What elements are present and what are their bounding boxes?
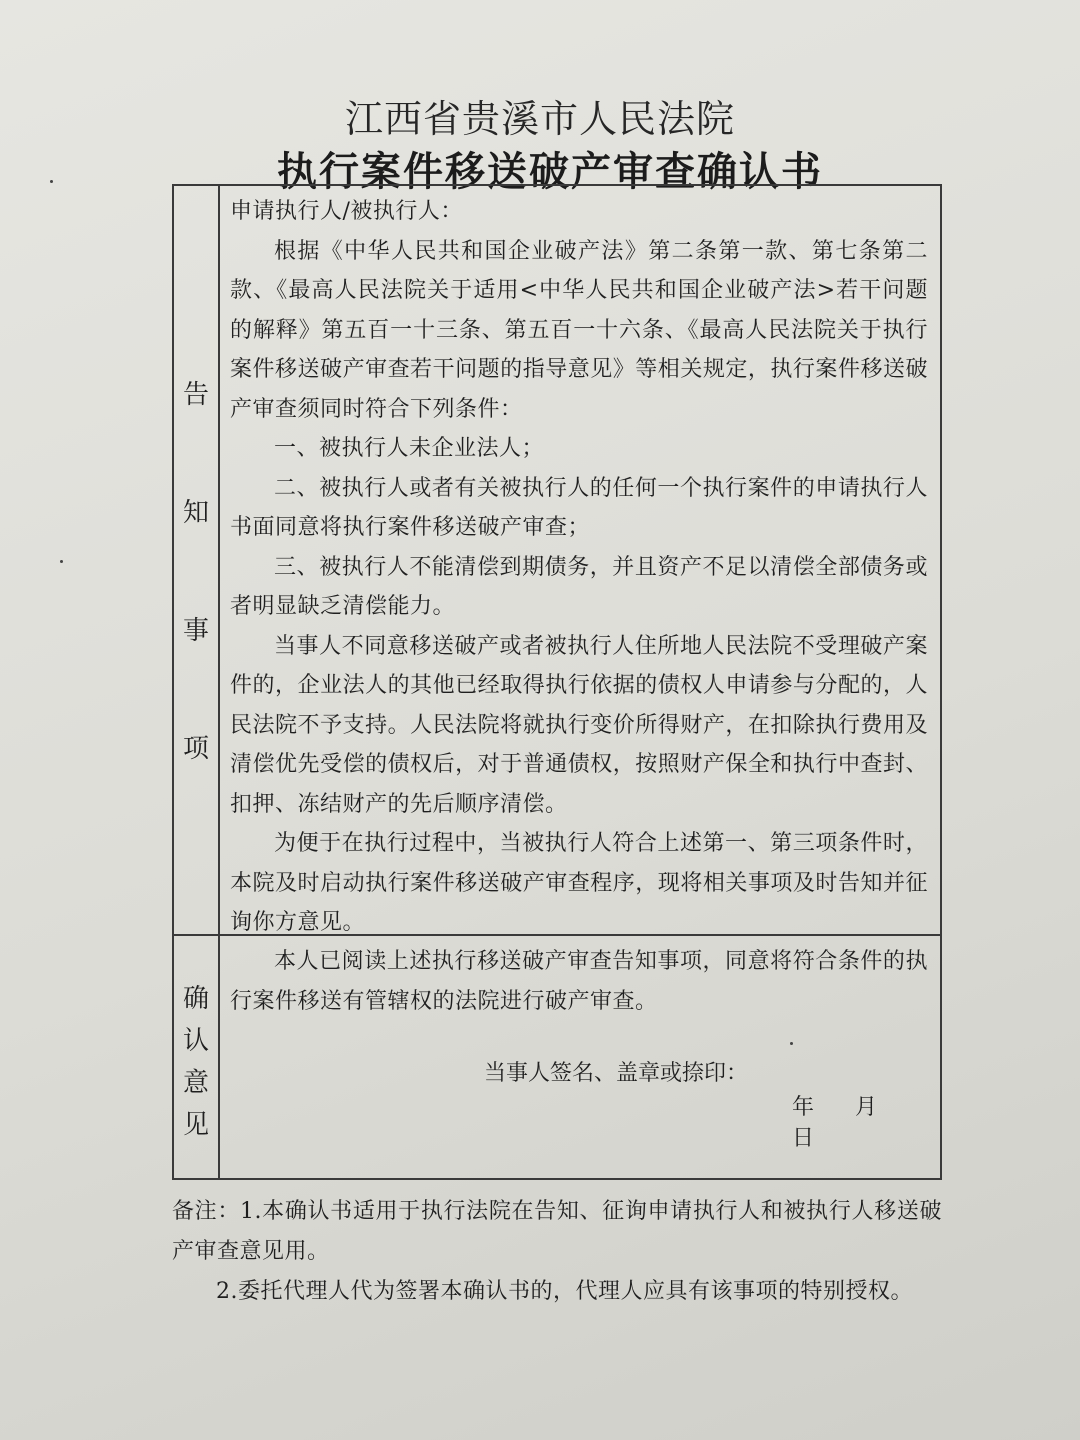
remark-2: 2.委托代理人代为签署本确认书的，代理人应具有该事项的特别授权。 — [216, 1279, 913, 1304]
court-name: 江西省贵溪市人民法院 — [344, 97, 735, 141]
confirm-label-char: 认 — [182, 1026, 209, 1056]
notice-label-char: 项 — [182, 734, 209, 764]
document-title: 执行案件移送破产审查确认书 — [277, 148, 823, 195]
addressee-line: 申请执行人/被执行人： — [230, 199, 463, 224]
confirmation-section-label — [174, 978, 218, 1146]
condition-1: 一、被执行人未企业法人； — [274, 436, 545, 461]
remark-1: 备注：1.本确认书适用于执行法院在告知、征询申请执行人和被执行人移送破产审查意见用。 — [172, 1199, 942, 1264]
confirmation-content — [230, 942, 928, 1021]
notification-purpose-paragraph: 为便于在执行过程中，当被执行人符合上述第一、第三项条件时，本院及时启动执行案件移送破产审查程序，现将相关事项及时告知并征询你方意见。 — [230, 831, 928, 935]
consent-statement: 本人已阅读上述执行移送破产审查告知事项，同意将符合条件的执行案件移送有管辖权的法院进行破产审查。 — [230, 949, 928, 1014]
condition-3: 三、被执行人不能清偿到期债务，并且资产不足以清偿全部债务或者明显缺乏清偿能力。 — [230, 554, 928, 619]
confirm-label-char: 见 — [182, 1110, 209, 1140]
paper-speck — [790, 1042, 793, 1045]
confirm-label-char: 意 — [182, 1068, 209, 1098]
signature-line: 当事人签名、盖章或捺印： — [484, 1061, 749, 1086]
paper-speck — [50, 180, 53, 183]
column-divider — [218, 186, 220, 1178]
notice-label-char: 告 — [182, 380, 209, 410]
notice-label-char: 知 — [182, 498, 209, 528]
condition-2: 二、被执行人或者有关被执行人的任何一个执行案件的申请执行人书面同意将执行案件移送破产审查； — [230, 475, 928, 540]
confirm-label-char: 确 — [182, 984, 209, 1014]
paper-speck — [60, 560, 63, 563]
date-line: 年 月 日 — [792, 1095, 885, 1151]
confirmation-form-table — [172, 184, 942, 1180]
remarks-section — [172, 1192, 942, 1312]
legal-basis-paragraph: 根据《中华人民共和国企业破产法》第二条第一款、第七条第二款、《最高人民法院关于适用<中华人民共和国企业破产法>若干问题的解释》第五百一十三条、第五百一十六条、《最高人民法院关于执行案件移送破产审查若干问题的指导意见》等相关规定，执行案件移送破产审查须同时符合下列条件： — [230, 238, 928, 422]
notice-content — [230, 192, 928, 943]
refusal-consequence-paragraph: 当事人不同意移送破产或者被执行人住所地人民法院不受理破产案件的，企业法人的其他已经取得执行依据的债权人申请参与分配的，人民法院不予支持。人民法院将就执行变价所得财产，在扣除执行费用及清偿优先受偿的债权后，对于普通债权，按照财产保全和执行中查封、扣押、冻结财产的先后顺序清偿。 — [230, 633, 928, 817]
notice-section-label — [174, 336, 218, 808]
notice-label-char: 事 — [182, 616, 209, 646]
